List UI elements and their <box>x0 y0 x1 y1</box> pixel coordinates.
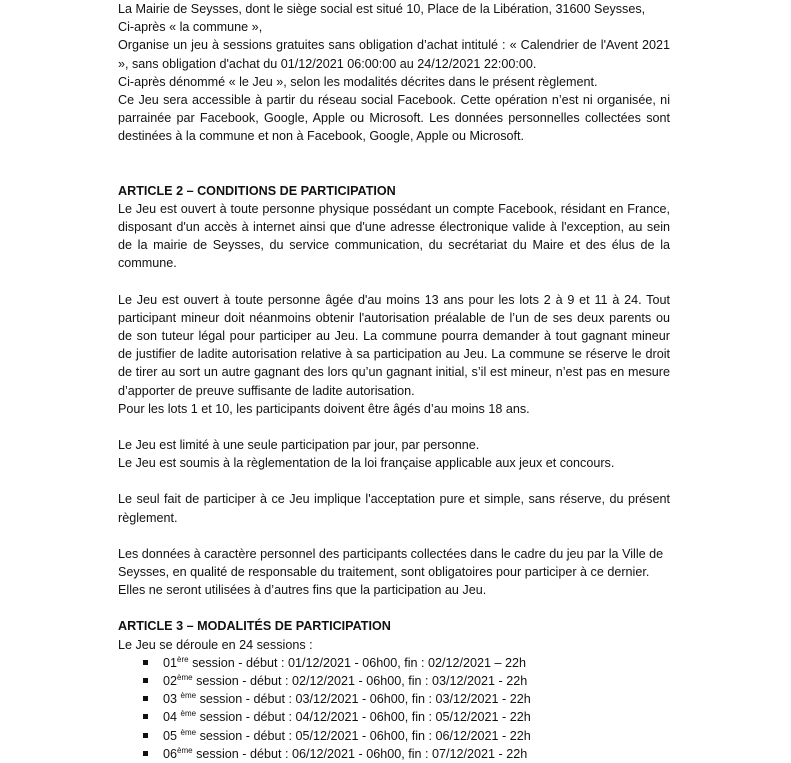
document-page <box>118 0 670 763</box>
bullet-icon <box>143 678 148 683</box>
article-2-heading: ARTICLE 2 – CONDITIONS DE PARTICIPATION <box>118 183 396 198</box>
intro-line-1: La Mairie de Seysses, dont le siège social est situé 10, Place de la Libération, 31600 Seysses, <box>118 2 646 16</box>
article-3-heading: ARTICLE 3 – MODALITÉS DE PARTICIPATION <box>118 619 391 634</box>
article-2-paragraph: Le Jeu est ouvert à toute personne âgée d'au moins 13 ans pour les lots 2 à 9 et 11 à 24. Tout participant mineur doit néanmoins obtenir l'autorisation préalable de l’un de ses deux parents ou de son tuteur légal pour participer au Jeu. La commune pourra demander à tout gagnant mineur de justifier de ladite autorisation relative à sa participation au Jeu. La commune se réserve le droit de tirer au sort un autre gagnant des lors qu’un gagnant initial, s’il est mineur, n’est pas en mesure d’apporter de preuve suffisante de ladite autorisation. <box>118 292 670 398</box>
bullet-icon <box>143 696 148 701</box>
session-item: 04 $^{ème}$ session - début : 04/12/2021 - 06h00, fin : 05/12/2021 - 22h <box>118 708 670 726</box>
article-2-paragraph: Le Jeu est limité à une seule participation par jour, par personne. <box>118 438 480 453</box>
article-2-paragraph: Le Jeu est soumis à la règlementation de la loi française applicable aux jeux et concours. <box>118 456 615 471</box>
session-item: 06ème session - début : 06/12/2021 - 06h00, fin : 07/12/2021 - 22h <box>118 745 670 763</box>
session-item: 02ème session - début : 02/12/2021 - 06h00, fin : 03/12/2021 - 22h <box>118 672 670 690</box>
session-item: 01ère session - début : 01/12/2021 - 06h00, fin : 02/12/2021 – 22h <box>118 654 670 672</box>
intro-line-5: Ce Jeu sera accessible à partir du réseau social Facebook. Cette opération n’est ni organisée, ni parrainée par Facebook, Google, Apple ou Microsoft. Les données personnelles collectées sont destinées à la commune et non à Facebook, Google, Apple ou Microsoft. <box>118 93 670 144</box>
intro-line-3: Organise un jeu à sessions gratuites sans obligation d’achat intitulé : « Calendrier de l'Avent 2021 », sans obligation d'achat du 01/12/2021 06:00:00 au 24/12/2021 22:00:00. <box>118 38 670 71</box>
session-item: 03 $^{ème}$ session - début : 03/12/2021 - 06h00, fin : 03/12/2021 - 22h <box>118 690 670 708</box>
article-2-paragraph: Les données à caractère personnel des participants collectées dans le cadre du jeu par la Ville de Seysses, en qualité de responsable du traitement, sont obligatoires pour participer à ce dernier. Elles ne seront utilisées à d’autres fins que la participation au Jeu. <box>118 546 664 598</box>
bullet-icon <box>143 751 148 756</box>
session-list <box>118 654 670 763</box>
bullet-icon <box>143 660 148 665</box>
intro-line-2: Ci-après « la commune », <box>118 20 263 35</box>
article-2-paragraph: Pour les lots 1 et 10, les participants doivent être âgés d’au moins 18 ans. <box>118 401 530 416</box>
bullet-icon <box>143 714 148 719</box>
article-2-paragraph: Le seul fait de participer à ce Jeu implique l'acceptation pure et simple, sans réserve, du présent règlement. <box>118 492 670 525</box>
bullet-icon <box>143 733 148 738</box>
intro-line-4: Ci-après dénommé « le Jeu », selon les modalités décrites dans le présent règlement. <box>118 74 598 89</box>
article-3-intro: Le Jeu se déroule en 24 sessions : <box>118 637 313 652</box>
article-2-paragraph: Le Jeu est ouvert à toute personne physique possédant un compte Facebook, résidant en France, disposant d'un accès à internet ainsi que d'une adresse électronique valide à l'exception, au sein de la mairie de Seysses, du service communication, du secrétariat du Maire et des élus de la commune. <box>118 201 670 271</box>
session-item: 05 $^{ème}$ session - début : 05/12/2021 - 06h00, fin : 06/12/2021 - 22h <box>118 727 670 745</box>
